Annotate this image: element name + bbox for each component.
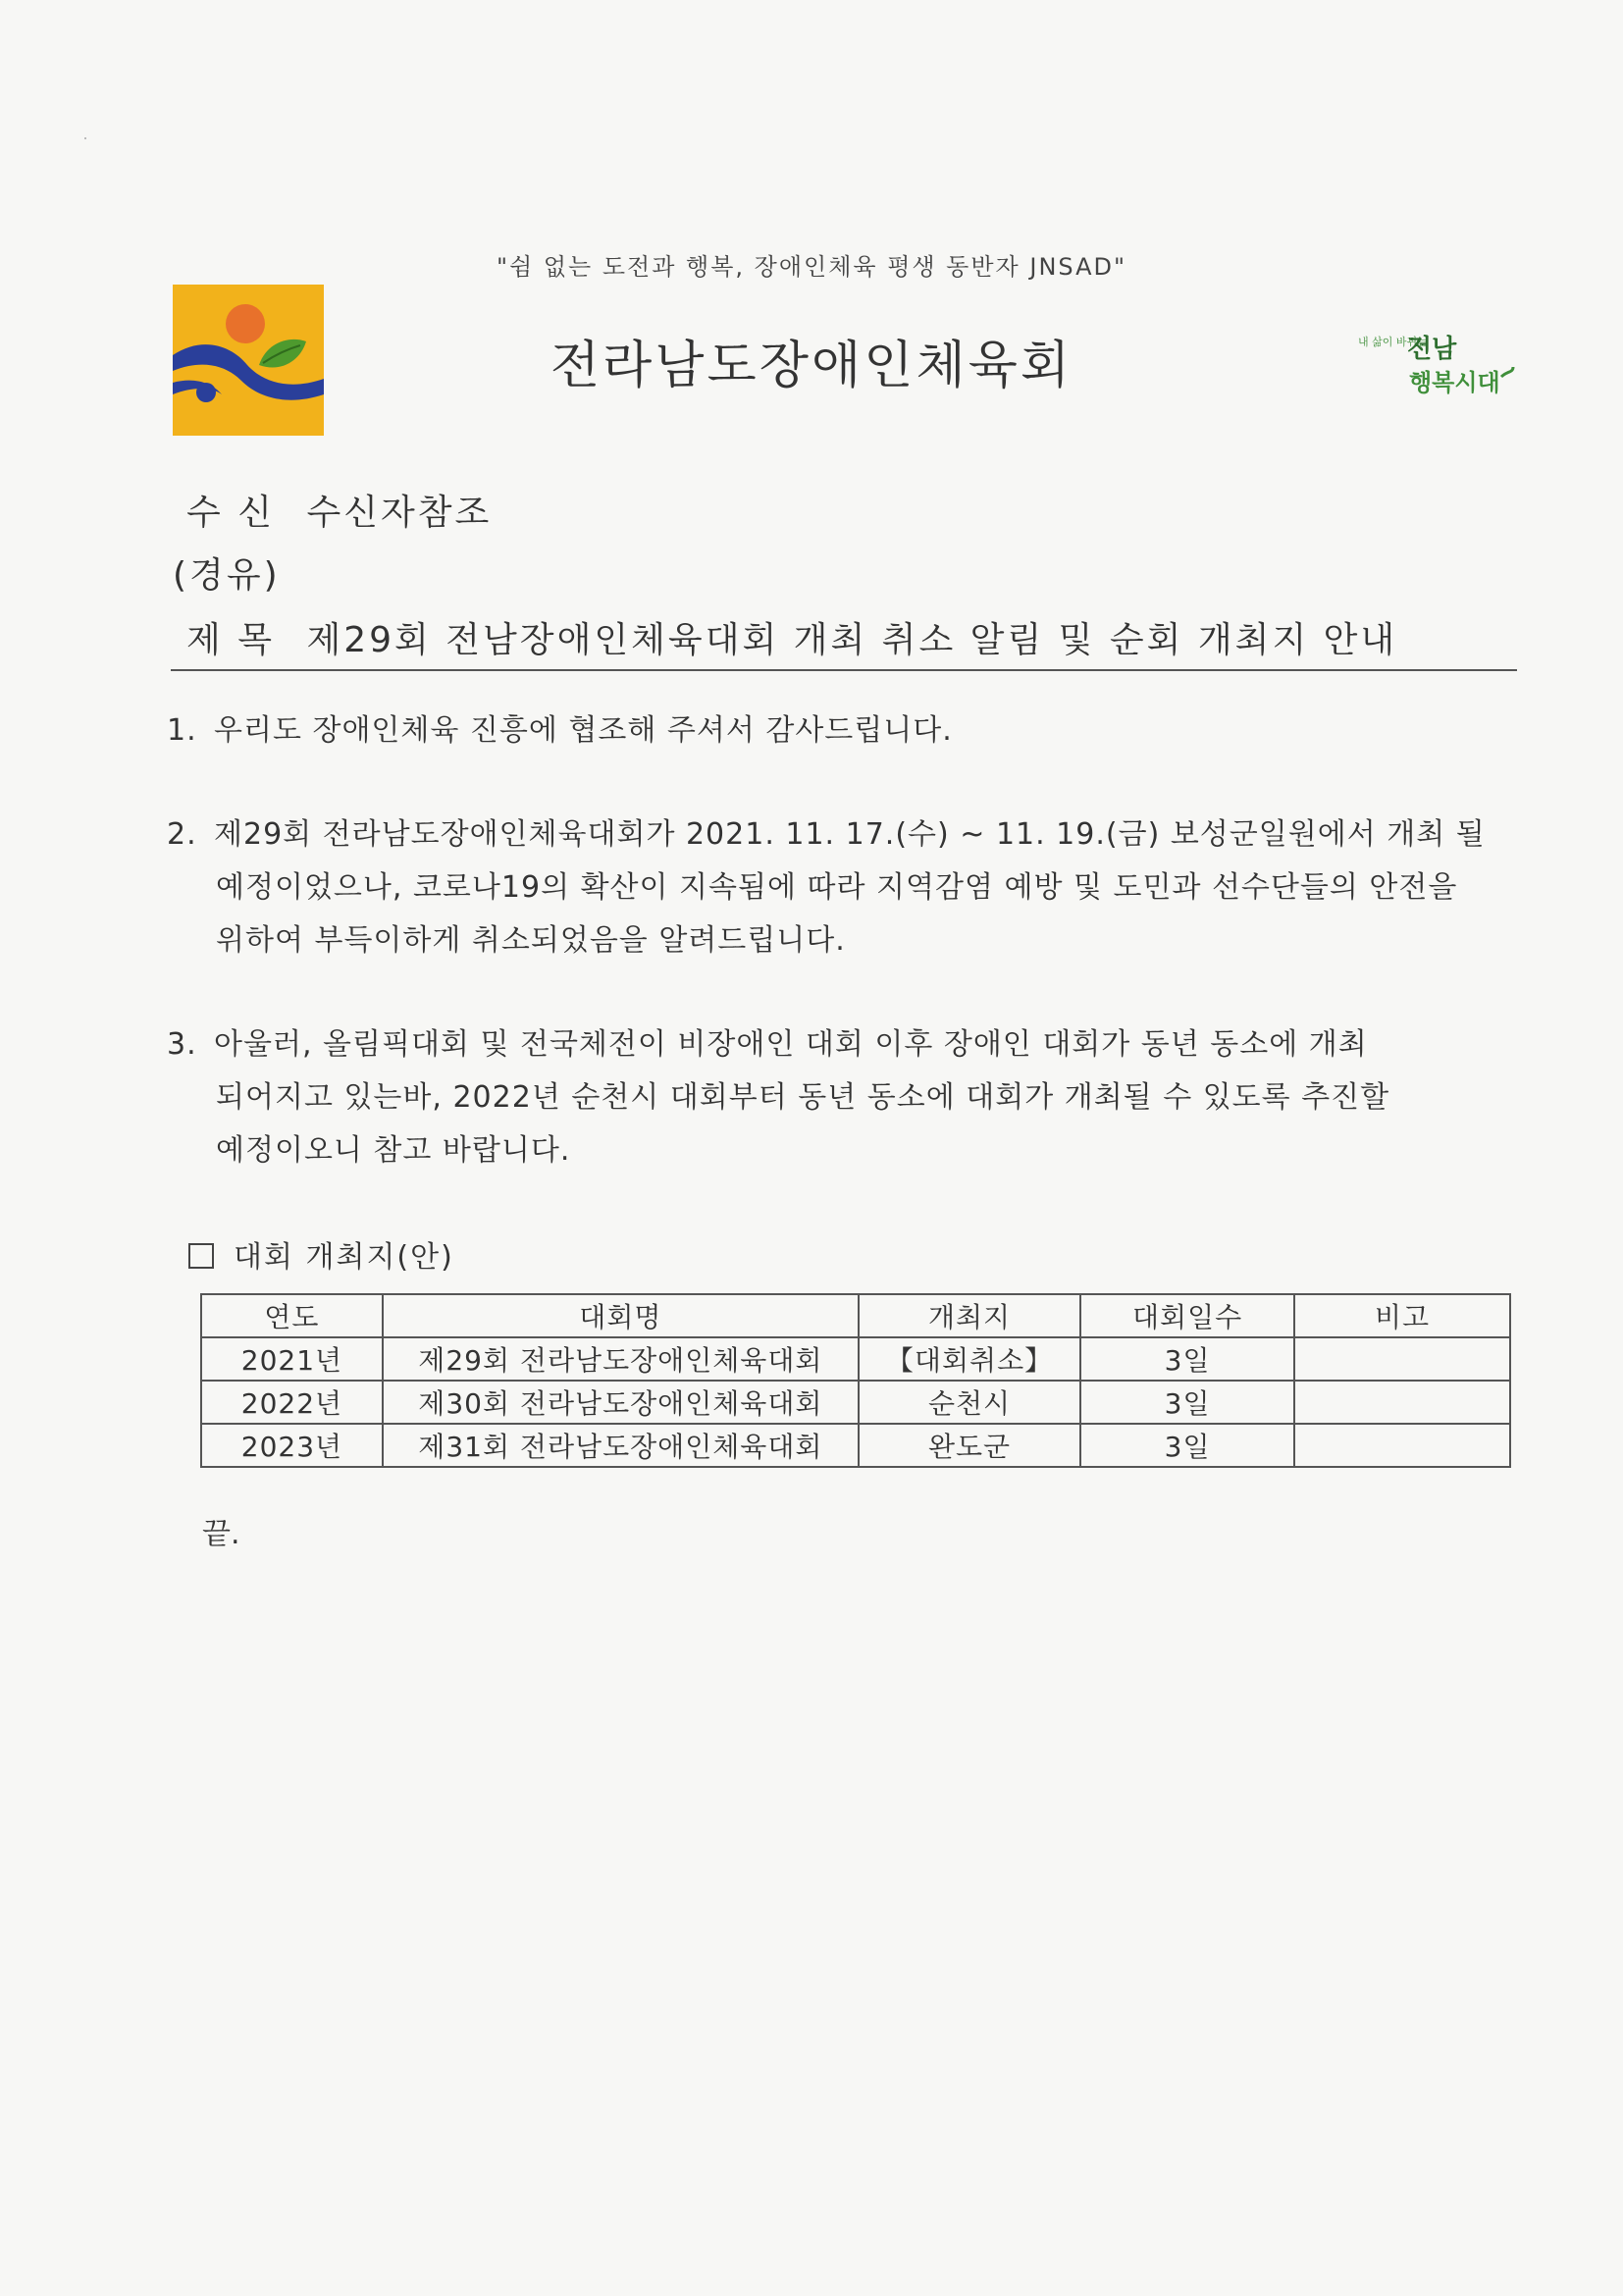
cell-event-name: 제30회 전라남도장애인체육대회: [383, 1381, 859, 1424]
cell-note: [1294, 1381, 1510, 1424]
table-row: [201, 1424, 1510, 1467]
via-row: [173, 548, 298, 598]
cell-venue: 【대회취소】: [859, 1337, 1080, 1381]
jeonnam-happy-city-slogan-icon: [1358, 324, 1515, 398]
section-label-text: 대회 개최지(안): [234, 1240, 454, 1275]
slogan-line-3: 행복시대: [1409, 369, 1500, 396]
recipient-row: [186, 485, 509, 535]
cell-event-name: 제31회 전라남도장애인체육대회: [383, 1424, 859, 1467]
square-bullet-icon: [188, 1243, 214, 1269]
header-note: 비고: [1294, 1294, 1510, 1337]
venue-section-heading: [188, 1232, 454, 1276]
header-divider: [171, 669, 1517, 671]
cell-days: 3일: [1080, 1381, 1294, 1424]
cell-event-name: 제29회 전라남도장애인체육대회: [383, 1337, 859, 1381]
slogan-line-2: 전남: [1407, 335, 1457, 364]
venue-table: [200, 1293, 1511, 1468]
slogan-line-1: 내 삶이 바뀌는: [1358, 336, 1428, 348]
header-days: 대회일수: [1080, 1294, 1294, 1337]
item-number: 2.: [167, 817, 197, 852]
via-label: (경유): [173, 555, 281, 596]
cell-venue: 순천시: [859, 1381, 1080, 1424]
item-line: 제29회 전라남도장애인체육대회가 2021. 11. 17.(수) ~ 11. 19.(금) 보성군일원에서 개최 될: [214, 817, 1486, 852]
item-line: 예정이오니 참고 바랍니다.: [216, 1133, 571, 1168]
body-item-3: [167, 1018, 1511, 1177]
table-row: [201, 1337, 1510, 1381]
recipient-label: 수 신: [186, 493, 275, 533]
body-item-2: [167, 809, 1511, 967]
subject-label: 제 목: [186, 620, 275, 660]
item-line: 아울러, 올림픽대회 및 전국체전이 비장애인 대회 이후 장애인 대회가 동년 동소에 개최: [214, 1027, 1368, 1062]
table-header-row: [201, 1294, 1510, 1337]
cell-days: 3일: [1080, 1424, 1294, 1467]
org-motto: "쉼 없는 도전과 행복, 장애인체육 평생 동반자 JNSAD": [496, 253, 1127, 281]
cell-note: [1294, 1424, 1510, 1467]
item-line: 되어지고 있는바, 2022년 순천시 대회부터 동년 동소에 대회가 개최될 수 있도록 추진할: [216, 1080, 1390, 1115]
item-line: 위하여 부득이하게 취소되었음을 알려드립니다.: [216, 923, 846, 958]
item-number: 3.: [167, 1027, 197, 1062]
header-year: 연도: [201, 1294, 383, 1337]
header-event-name: 대회명: [383, 1294, 859, 1337]
organization-title: 전라남도장애인체육회: [550, 337, 1073, 395]
subject-row: [186, 612, 1415, 662]
recipient-value: 수신자참조: [306, 493, 493, 533]
item-line: 우리도 장애인체육 진흥에 협조해 주셔서 감사드립니다.: [214, 713, 953, 748]
cell-venue: 완도군: [859, 1424, 1080, 1467]
item-number: 1.: [167, 713, 197, 748]
subject-value: 제29회 전남장애인체육대회 개최 취소 알림 및 순회 개최지 안내: [306, 620, 1398, 660]
cell-year: 2023년: [201, 1424, 383, 1467]
cell-note: [1294, 1337, 1510, 1381]
cell-year: 2021년: [201, 1337, 383, 1381]
header-venue: 개최지: [859, 1294, 1080, 1337]
cell-year: 2022년: [201, 1381, 383, 1424]
item-line: 예정이었으나, 코로나19의 확산이 지속됨에 따라 지역감염 예방 및 도민과 선수단들의 안전을: [216, 870, 1458, 905]
end-mark: 끝.: [202, 1517, 240, 1551]
table-row: [201, 1381, 1510, 1424]
cell-days: 3일: [1080, 1337, 1294, 1381]
body-item-1: [167, 704, 1511, 757]
scan-speck: [84, 137, 86, 139]
